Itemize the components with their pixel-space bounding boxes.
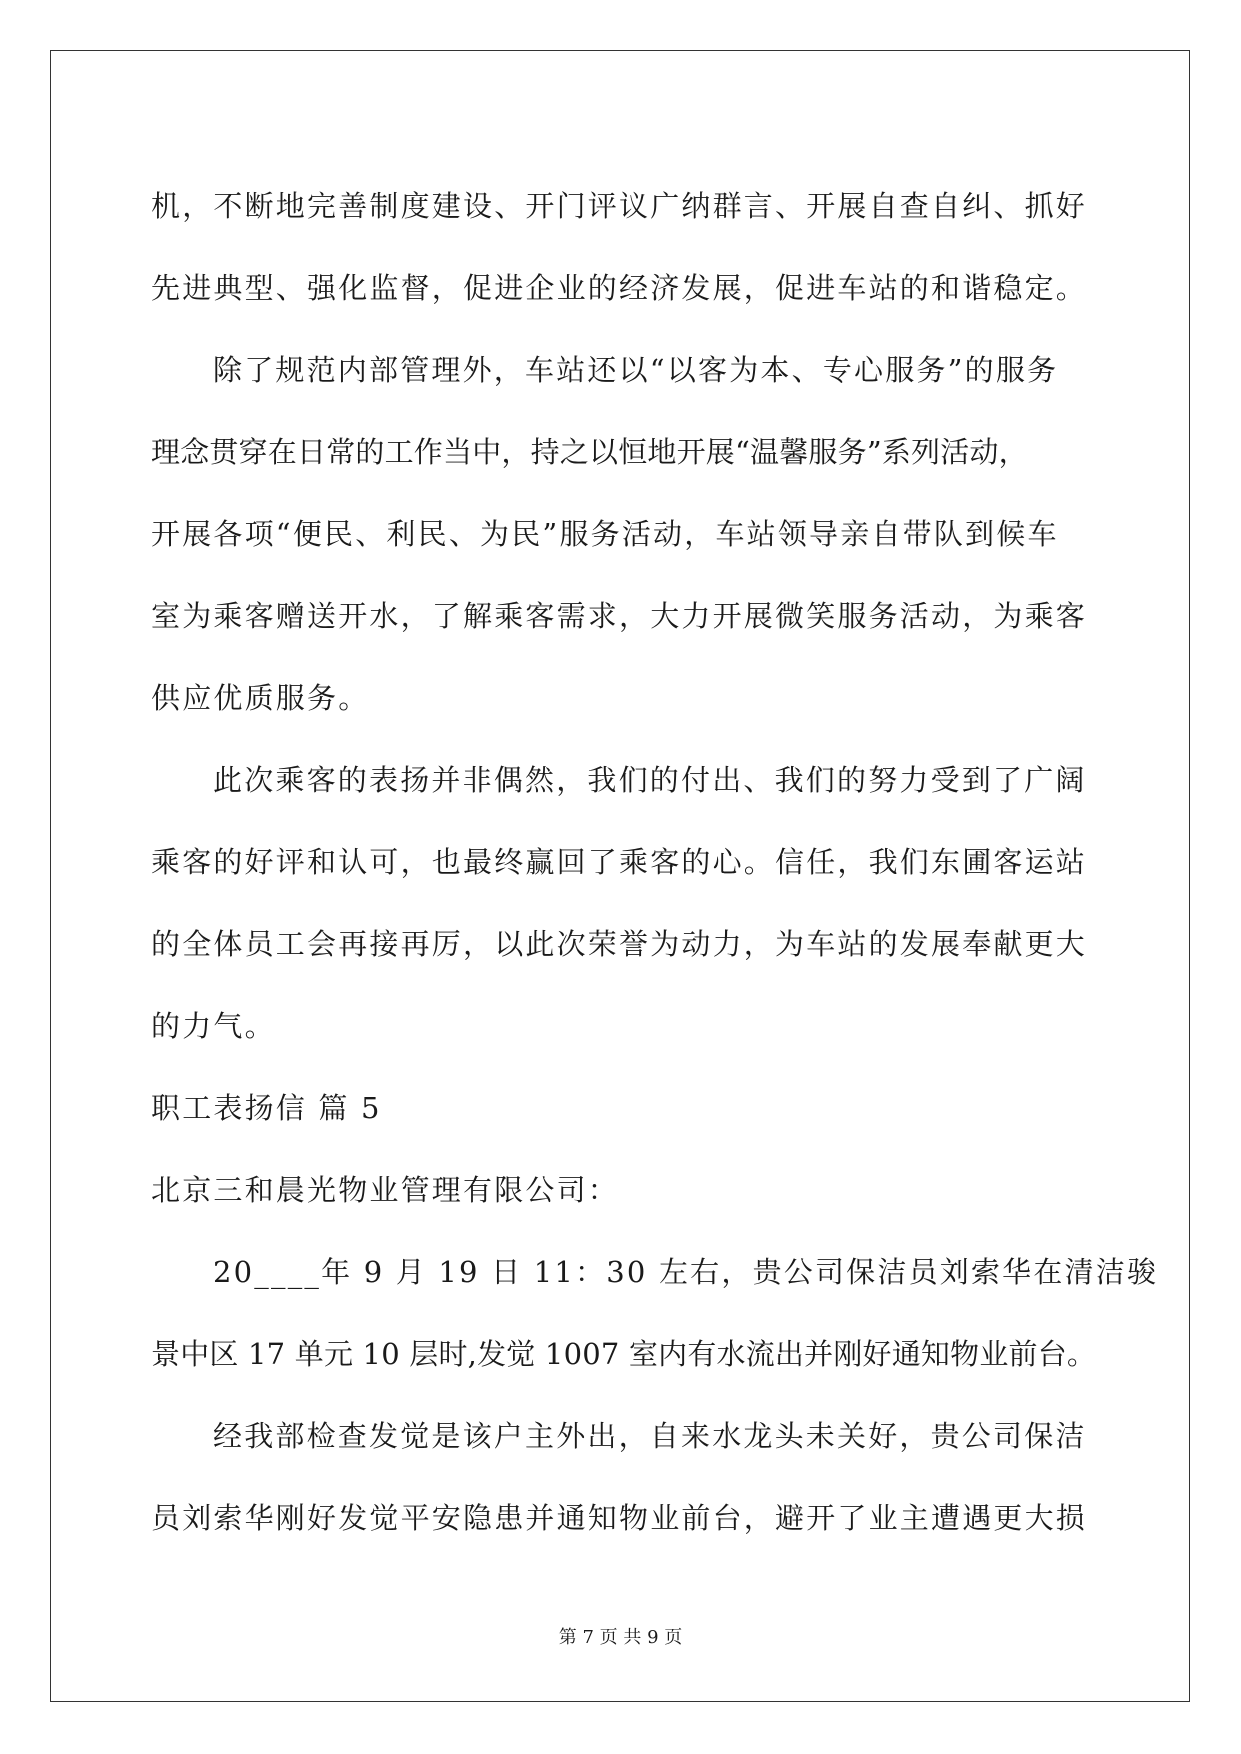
text-line: 的力气。 xyxy=(151,1009,276,1043)
text-line: 景中区 17 单元 10 层时,发觉 1007 室内有水流出并刚好通知物业前台。 xyxy=(151,1337,1097,1371)
text-line: 理念贯穿在日常的工作当中，持之以恒地开展“温馨服务”系列活动， xyxy=(151,435,1028,469)
paragraph-start-line: 除了规范内部管理外，车站还以“以客为本、专心服务”的服务 xyxy=(213,353,1059,387)
document-body xyxy=(151,165,1159,1559)
text-line: 先进典型、强化监督，促进企业的经济发展，促进车站的和谐稳定。 xyxy=(151,271,1088,305)
page-number-footer: 第 7 页 共 9 页 xyxy=(558,1627,683,1648)
text-line: 的全体员工会再接再厉，以此次荣誉为动力，为车站的发展奉献更大 xyxy=(151,927,1088,961)
text-line: 乘客的好评和认可，也最终赢回了乘客的心。信任，我们东圃客运站 xyxy=(151,845,1088,879)
paragraph-start-line: 经我部检查发觉是该户主外出，自来水龙头未关好，贵公司保洁 xyxy=(213,1419,1087,1453)
section-heading: 职工表扬信 篇 5 xyxy=(151,1091,382,1125)
text-line: 供应优质服务。 xyxy=(151,681,370,715)
text-line: 员刘索华刚好发觉平安隐患并通知物业前台，避开了业主遭遇更大损 xyxy=(151,1501,1088,1535)
paragraph-start-line: 20____年 9 月 19 日 11：30 左右，贵公司保洁员刘索华在清洁骏 xyxy=(213,1255,1159,1289)
text-line: 机，不断地完善制度建设、开门评议广纳群言、开展自查自纠、抓好 xyxy=(151,189,1088,223)
letter-salutation: 北京三和晨光物业管理有限公司： xyxy=(151,1173,620,1207)
paragraph-start-line: 此次乘客的表扬并非偶然，我们的付出、我们的努力受到了广阔 xyxy=(213,763,1087,797)
text-line: 室为乘客赠送开水，了解乘客需求，大力开展微笑服务活动，为乘客 xyxy=(151,599,1088,633)
text-line: 开展各项“便民、利民、为民”服务活动，车站领导亲自带队到候车 xyxy=(151,517,1059,551)
